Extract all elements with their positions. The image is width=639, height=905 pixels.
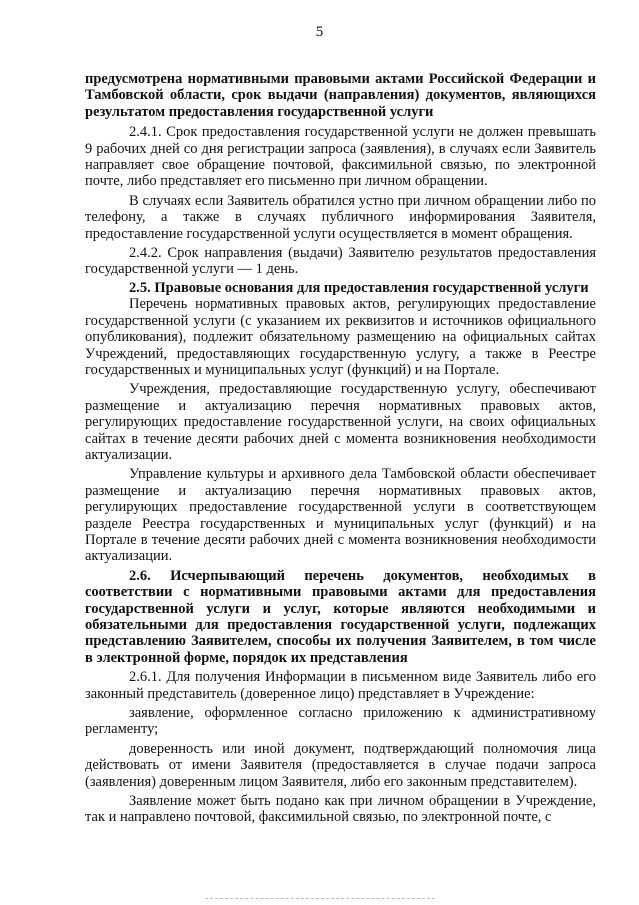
paragraph-2-4-1: 2.4.1. Срок предоставления государственной услуги не должен превышать 9 рабочих дней со дня регистрации запроса (заявления), в случаях если Заявитель направляет свое обращение почтовой, факсимильной связью, по электронной почте, либо представляет его письменно при личном обращении. [85,124,596,190]
section-heading-2-5: 2.5. Правовые основания для предоставления государственной услуги [129,279,589,296]
paragraph-oral-request: В случаях если Заявитель обратился устно при личном обращении либо по телефону, а также в случаях публичного информирования Заявителя, предоставление государственной услуги осуществляется в момент обращения. [85,192,596,242]
list-item-power-of-attorney: доверенность или иной документ, подтверждающий полномочия лица действовать от имени Заявителя (предоставляется в случае подачи запроса (заявления) доверенным лицом Заявителя, либо его законным представителем). [85,740,596,790]
section-heading-2-6: 2.6. Исчерпывающий перечень документов, необходимых в соответствии с нормативными правовыми актами для предоставления государственной услуги и услуг, которые являются необходимыми и обязательными для предоставления государственной услуги, подлежащих представлению Заявителем, способы их получения Заявителем, в том числе в электронной форме, порядок их представления [85,567,596,666]
paragraph-submission-methods: Заявление может быть подано как при личном обращении в Учреждение, так и направлено почтовой, факсимильной связью, по электронной почте, с [85,793,596,826]
list-item-application: заявление, оформленное согласно приложению к административному регламенту; [85,705,596,738]
page-number: 5 [315,24,324,40]
paragraph-institutions: Учреждения, предоставляющие государственную услугу, обеспечивают размещение и актуализацию перечня нормативных правовых актов, регулирующих предоставление государственной услуги, на своих официальных сайтах в течение десяти рабочих дней с момента возникновения необходимости актуализации. [85,381,596,463]
document-body [85,71,596,826]
bottom-edge-mark [205,898,435,899]
paragraph-culture-department: Управление культуры и архивного дела Тамбовской области обеспечивает размещение и актуализацию перечня нормативных правовых актов, регулирующих предоставление государственной услуги в соответствующем разделе Реестра государственных и муниципальных услуг (функций) и на Портале в течение десяти рабочих дней с момента возникновения необходимости актуализации. [85,466,596,565]
heading-continuation: предусмотрена нормативными правовыми актами Российской Федерации и Тамбовской области, срок выдачи (направления) документов, являющихся результатом предоставления государственной услуги [85,71,596,120]
paragraph-legal-acts-list: Перечень нормативных правовых актов, регулирующих предоставление государственной услуги (с указанием их реквизитов и источников официального опубликования), подлежит обязательному размещению на официальных сайтах Учреждений, предоставляющих государственную услугу, а также в Реестре государственных и муниципальных услуг (функций) и на Портале. [85,296,596,378]
paragraph-2-4-2: 2.4.2. Срок направления (выдачи) Заявителю результатов предоставления государственной услуги — 1 день. [85,245,596,278]
paragraph-2-6-1: 2.6.1. Для получения Информации в письменном виде Заявитель либо его законный представитель (доверенное лицо) представляет в Учреждение: [85,669,596,702]
